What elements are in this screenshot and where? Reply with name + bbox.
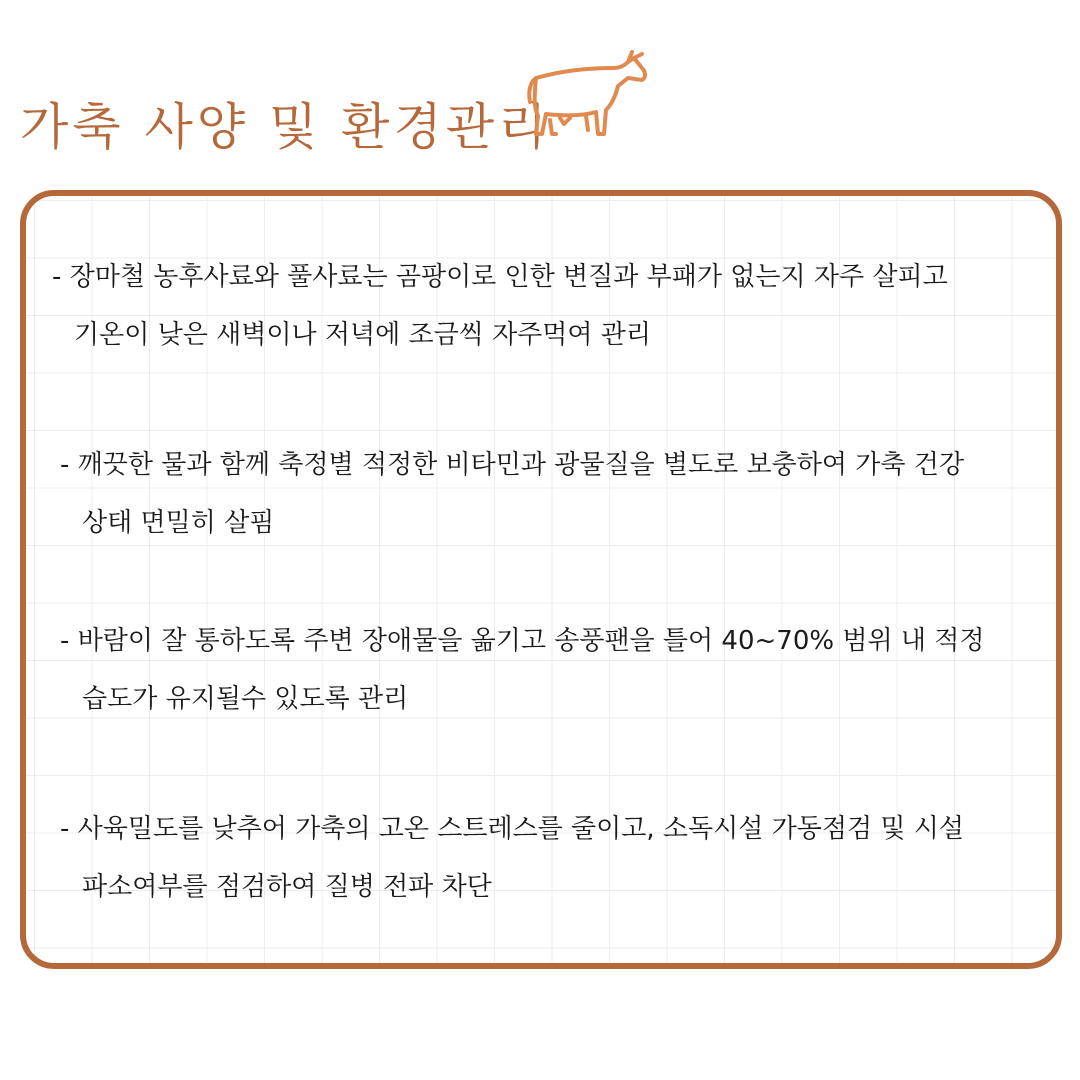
list-item [60,800,964,916]
list-item-line: 파소여부를 점검하여 질병 전파 차단 [82,872,492,902]
list-item [60,612,984,728]
list-item [52,248,948,364]
list-item-line: - 깨끗한 물과 함께 축정별 적정한 비타민과 광물질을 별도로 보충하여 가축 건강 [60,450,965,480]
cow-icon [524,48,654,140]
content-card [20,190,1062,969]
page-title: 가축 사양 및 환경관리 [20,97,551,156]
list-item-line: 기온이 낮은 새벽이나 저녁에 조금씩 자주먹여 관리 [74,320,652,350]
list-item-line: 습도가 유지될수 있도록 관리 [82,684,409,714]
list-item-line: - 장마철 농후사료와 풀사료는 곰팡이로 인한 변질과 부패가 없는지 자주 살피고 [52,262,948,292]
list-item [60,436,964,552]
list-item-line: 상태 면밀히 살핌 [82,508,275,538]
list-item-line: - 바람이 잘 통하도록 주변 장애물을 옮기고 송풍팬을 틀어 40~70% 범위 내 적정 [60,626,985,656]
list-item-line: - 사육밀도를 낮추어 가축의 고온 스트레스를 줄이고, 소독시설 가동점검 및 시설 [60,814,965,844]
